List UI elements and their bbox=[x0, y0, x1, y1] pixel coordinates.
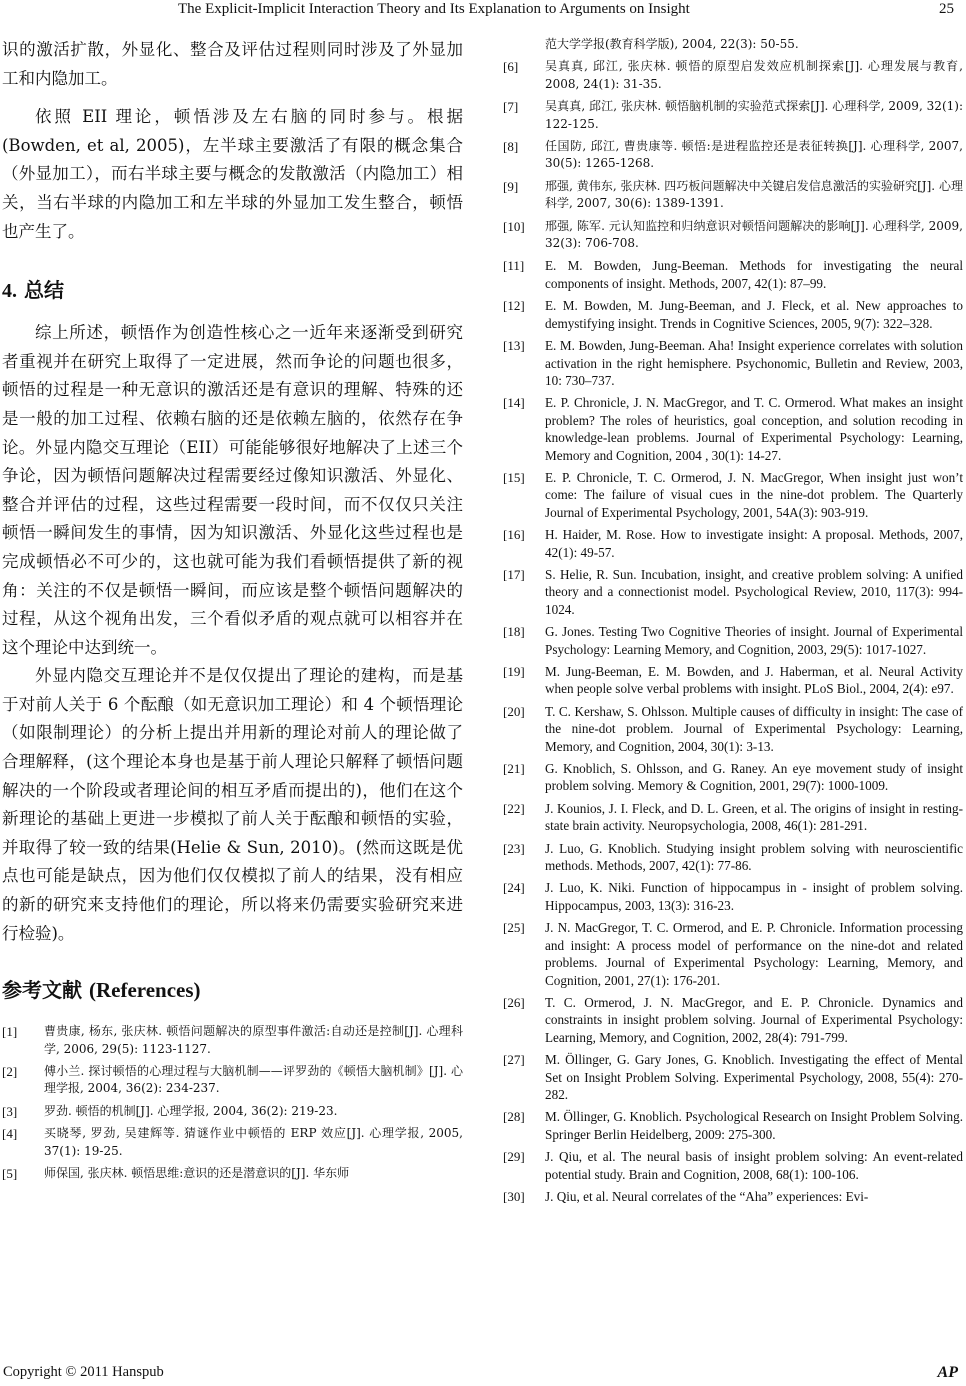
reference-number: [30] bbox=[503, 1188, 525, 1204]
reference-item bbox=[503, 297, 963, 332]
reference-item bbox=[2, 1125, 463, 1160]
reference-item bbox=[503, 138, 963, 173]
reference-text: T. C. Kershaw, S. Ohlsson. Multiple causes of difficulty in insight: The case of the nine-dot problem. Journal of Experimental Psychology: Learning, Memory, and Cognition, 2004, 30(1): 3-13. bbox=[545, 703, 963, 754]
reference-text: 邢强, 陈军. 元认知监控和归纳意识对顿悟问题解决的影响[J]. 心理科学, 2009, 32(3): 706-708. bbox=[545, 218, 963, 251]
reference-number: [19] bbox=[503, 664, 525, 679]
reference-item bbox=[2, 1023, 463, 1058]
reference-number: [25] bbox=[503, 920, 525, 936]
reference-text: G. Jones. Testing Two Cognitive Theories of insight. Journal of Experimental Psychology: Learning Memory, and Cognition, 2003, 29(5): 1017-1027. bbox=[545, 624, 963, 657]
reference-text: M. Jung-Beeman, E. M. Bowden, and J. Haberman, et al. Neural Activity when people solve verbal problems with insight. PLoS Biol., 2004, 2(4): e97. bbox=[545, 664, 963, 697]
reference-item bbox=[503, 879, 963, 914]
reference-item bbox=[503, 919, 963, 989]
reference-text: T. C. Ormerod, J. N. MacGregor, and E. P. Chronicle. Dynamics and constraints in insight problem solving. Journal of Experimental Psychology: Learning, Memory, and Cognition, 2002, 28(4): 791-799. bbox=[545, 994, 963, 1045]
reference-item bbox=[503, 703, 963, 755]
reference-number: [4] bbox=[2, 1126, 18, 1142]
reference-number: [5] bbox=[2, 1166, 18, 1182]
reference-number: [28] bbox=[503, 1109, 525, 1125]
reference-text: E. M. Bowden, M. Jung-Beeman, and J. Fleck, et al. New approaches to demystifying insight. Trends in Cognitive Sciences, 2005, 9(7): 322–328. bbox=[545, 298, 963, 331]
reference-item bbox=[503, 98, 963, 133]
reference-text: J. Luo, G. Knoblich. Studying insight problem solving with neuroscientific methods. Methods, 2007, 42(1): 77-86. bbox=[545, 840, 963, 874]
reference-item bbox=[503, 623, 963, 658]
reference-number: [24] bbox=[503, 880, 525, 896]
copyright: Copyright © 2011 Hanspub bbox=[3, 1364, 164, 1380]
reference-text: 范大学学报(教育科学版), 2004, 22(3): 50-55. bbox=[545, 37, 799, 51]
page-number: 25 bbox=[939, 1, 954, 17]
right-column bbox=[503, 36, 963, 1210]
reference-item bbox=[503, 58, 963, 93]
reference-item bbox=[503, 760, 963, 795]
reference-continuation bbox=[503, 36, 963, 53]
reference-number: [23] bbox=[503, 840, 525, 856]
reference-number: [18] bbox=[503, 624, 525, 640]
reference-number: [6] bbox=[503, 59, 519, 75]
reference-item bbox=[503, 469, 963, 521]
reference-item bbox=[503, 178, 963, 213]
reference-number: [16] bbox=[503, 527, 525, 543]
left-column bbox=[2, 36, 463, 1187]
reference-number: [13] bbox=[503, 338, 525, 354]
reference-number: [11] bbox=[503, 258, 525, 274]
reference-text: J. Qiu, et al. Neural correlates of the “Aha” experiences: Evi- bbox=[545, 1188, 869, 1204]
reference-text: 罗劲. 顿悟的机制[J]. 心理学报, 2004, 36(2): 219-23. bbox=[44, 1103, 338, 1118]
reference-text: H. Haider, M. Rose. How to investigate insight: A proposal. Methods, 2007, 42(1): 49-57. bbox=[545, 527, 963, 560]
reference-number: [20] bbox=[503, 703, 525, 719]
reference-text: E. M. Bowden, Jung-Beeman. Methods for investigating the neural components of insight. Methods, 2007, 42(1): 87–99. bbox=[545, 258, 963, 291]
reference-item bbox=[503, 994, 963, 1046]
reference-item bbox=[503, 840, 963, 875]
page-footer bbox=[0, 1364, 966, 1386]
reference-list-left bbox=[2, 1023, 463, 1182]
reference-number: [3] bbox=[2, 1103, 18, 1119]
reference-number: [21] bbox=[503, 761, 525, 777]
reference-text: M. Öllinger, G. Gary Jones, G. Knoblich. Investigating the effect of Mental Set on Insight Problem Solving. Experimental Psychology, 2008, 55(4): 270-282. bbox=[545, 1052, 963, 1102]
references-heading bbox=[2, 974, 463, 1003]
reference-item bbox=[503, 394, 963, 464]
reference-number: [1] bbox=[2, 1024, 18, 1040]
references-title-en: (References) bbox=[88, 978, 201, 1003]
section-number: 4. bbox=[2, 280, 17, 303]
reference-number: [29] bbox=[503, 1149, 525, 1165]
reference-item bbox=[503, 526, 963, 561]
section-heading bbox=[2, 274, 463, 303]
reference-item bbox=[503, 800, 963, 835]
reference-text: J. Luo, K. Niki. Function of hippocampus in - insight of problem solving. Hippocampus, 2003, 13(3): 316-23. bbox=[545, 880, 963, 913]
reference-number: [26] bbox=[503, 994, 525, 1010]
reference-text: J. N. MacGregor, T. C. Ormerod, and E. P. Chronicle. Information processing and insight: A process model of performance on the nine-dot and related problems. Journal of Experimental Psychology: Learning, Memory, and Cognition, 2001, 27(1): 176-201. bbox=[545, 920, 963, 988]
reference-list-right bbox=[503, 58, 963, 1205]
reference-text: 买晓琴, 罗劲, 吴建辉等. 猜谜作业中顿悟的 ERP 效应[J]. 心理学报, 2005, 37(1): 19-25. bbox=[44, 1126, 463, 1158]
journal-abbreviation: AP bbox=[937, 1364, 958, 1381]
reference-number: [7] bbox=[503, 99, 519, 115]
reference-number: [27] bbox=[503, 1052, 525, 1068]
paragraph: 识的激活扩散，外显化、整合及评估过程则同时涉及了外显加工和内隐加工。 bbox=[2, 40, 463, 88]
reference-item bbox=[2, 1063, 463, 1098]
reference-number: [14] bbox=[503, 395, 525, 411]
reference-text: E. M. Bowden, Jung-Beeman. Aha! Insight experience correlates with solution activation in the right hemisphere. Psychonomic, Bulletin and Review, 2003, 10: 730–737. bbox=[545, 338, 963, 388]
reference-number: [2] bbox=[2, 1064, 18, 1080]
reference-text: 吴真真, 邱江, 张庆林. 顿悟脑机制的实验范式探索[J]. 心理科学, 2009, 32(1): 122-125. bbox=[545, 99, 963, 131]
reference-text: S. Helie, R. Sun. Incubation, insight, and creative problem solving: A unified theory and a connectionist model. Psychological Review, 2010, 117(3): 994-1024. bbox=[545, 566, 963, 617]
reference-number: [8] bbox=[503, 139, 519, 155]
running-header bbox=[0, 0, 966, 24]
reference-text: J. Kounios, J. I. Fleck, and D. L. Green, et al. The origins of insight in resting-state brain activity. Neuropsychologia, 2008, 46(1): 281-291. bbox=[545, 800, 963, 834]
reference-item bbox=[503, 1188, 963, 1205]
reference-item bbox=[503, 1051, 963, 1103]
reference-item bbox=[2, 1165, 463, 1182]
reference-item bbox=[503, 663, 963, 698]
reference-item bbox=[503, 218, 963, 253]
reference-item bbox=[503, 1108, 963, 1143]
reference-number: [17] bbox=[503, 566, 525, 582]
reference-number: [12] bbox=[503, 298, 525, 314]
reference-item bbox=[503, 1148, 963, 1183]
reference-number: [15] bbox=[503, 469, 525, 485]
paragraph: 综上所述，顿悟作为创造性核心之一近年来逐渐受到研究者重视并在研究上取得了一定进展，然而争论的问题也很多，顿悟的过程是一种无意识的激活还是有意识的理解、特殊的还是一般的加工过程、依赖右脑的还是依赖左脑的，依然存在争论。外显内隐交互理论（EII）可能能够很好地解决了上述三个争论，因为顿悟问题解决过程需要经过像知识激活、外显化、整合并评估的过程，这些过程需要一段时间，而不仅仅只关注顿悟一瞬间发生的事情，因为知识激活、外显化这些过程也是完成顿悟必不可少的，这也就可能为我们看顿悟提供了新的视角：关注的不仅是顿悟一瞬间，而应该是整个顿悟问题解决的过程，从这个视角出发，三个看似矛盾的观点就可以相容并在这个理论中达到统一。 bbox=[2, 323, 463, 657]
reference-number: [10] bbox=[503, 218, 525, 234]
section-title: 总结 bbox=[23, 278, 64, 303]
reference-number: [9] bbox=[503, 178, 519, 194]
reference-item bbox=[2, 1103, 463, 1120]
reference-number: [22] bbox=[503, 800, 525, 816]
reference-text: E. P. Chronicle, T. C. Ormerod, J. N. MacGregor, When insight just won’t come: The failure of visual cues in the nine-dot problem. The Quarterly Journal of Experimental Psychology, 2001, 54A(3): 903-919. bbox=[545, 469, 963, 520]
reference-text: 邢强, 黄伟东, 张庆林. 四巧板问题解决中关键启发信息激活的实验研究[J]. 心理科学, 2007, 30(6): 1389-1391. bbox=[545, 178, 963, 211]
reference-text: 傅小兰. 探讨顿悟的心理过程与大脑机制——评罗劲的《顿悟大脑机制》[J]. 心理学报, 2004, 36(2): 234-237. bbox=[44, 1064, 463, 1096]
paragraph: 依照 EII 理论，顿悟涉及左右脑的同时参与。根据(Bowden, et al, 2005)，左半球主要激活了有限的概念集合（外显加工），而右半球主要与概念的发散激活（内隐加工）相关，当右半球的内隐加工和左半球的外显加工发生整合，顿悟也产生了。 bbox=[2, 107, 463, 241]
reference-text: 吴真真, 邱江, 张庆林. 顿悟的原型启发效应机制探索[J]. 心理发展与教育, 2008, 24(1): 31-35. bbox=[545, 59, 963, 91]
running-title: The Explicit-Implicit Interaction Theory and Its Explanation to Arguments on Insight bbox=[178, 1, 690, 17]
reference-text: G. Knoblich, S. Ohlsson, and G. Raney. An eye movement study of insight problem solving. Memory & Cognition, 2001, 29(7): 1000-1009. bbox=[545, 761, 963, 794]
paragraph: 外显内隐交互理论并不是仅仅提出了理论的建构，而是基于对前人关于 6 个酝酿（如无意识加工理论）和 4 个顿悟理论（如限制理论）的分析上提出并用新的理论对前人的理论做了合理解释，(这个理论本身也是基于前人理论只解释了顿悟问题解决的一个阶段或者理论间的相互矛盾而提出的)，他们在这个新理论的基础上更进一步模拟了前人关于酝酿和顿悟的实验，并取得了较一致的结果(Helie & Sun, 2010)。(然而这既是优点也可能是缺点，因为他们仅仅模拟了前人的结果，没有相应的新的研究来支持他们的理论，所以将来仍需要实验研究来进行检验)。 bbox=[2, 666, 463, 943]
reference-text: 任国防, 邱江, 曹贵康等. 顿悟:是进程监控还是表征转换[J]. 心理科学, 2007, 30(5): 1265-1268. bbox=[545, 139, 963, 171]
reference-item bbox=[503, 566, 963, 618]
reference-text: E. P. Chronicle, J. N. MacGregor, and T. C. Ormerod. What makes an insight problem? The roles of heuristics, goal conception, and solution recoding in knowledge-lean problems. Journal of Experimental Psychology: Learning, Memory and Cognition, 2004 , 30(1): 14-27. bbox=[545, 395, 963, 463]
reference-item bbox=[503, 257, 963, 292]
references-title-cn: 参考文献 bbox=[2, 978, 82, 1003]
reference-text: 曹贵康, 杨东, 张庆林. 顿悟问题解决的原型事件激活:自动还是控制[J]. 心理科学, 2006, 29(5): 1123-1127. bbox=[44, 1024, 463, 1056]
reference-text: M. Öllinger, G. Knoblich. Psychological Research on Insight Problem Solving. Springer Berlin Heidelberg, 2009: 275-300. bbox=[545, 1109, 963, 1142]
reference-text: 师保国, 张庆林. 顿悟思维:意识的还是潜意识的[J]. 华东师 bbox=[44, 1166, 350, 1181]
reference-item bbox=[503, 337, 963, 389]
reference-text: J. Qiu, et al. The neural basis of insight problem solving: An event-related potential study. Brain and Cognition, 2008, 68(1): 100-106. bbox=[545, 1149, 963, 1182]
